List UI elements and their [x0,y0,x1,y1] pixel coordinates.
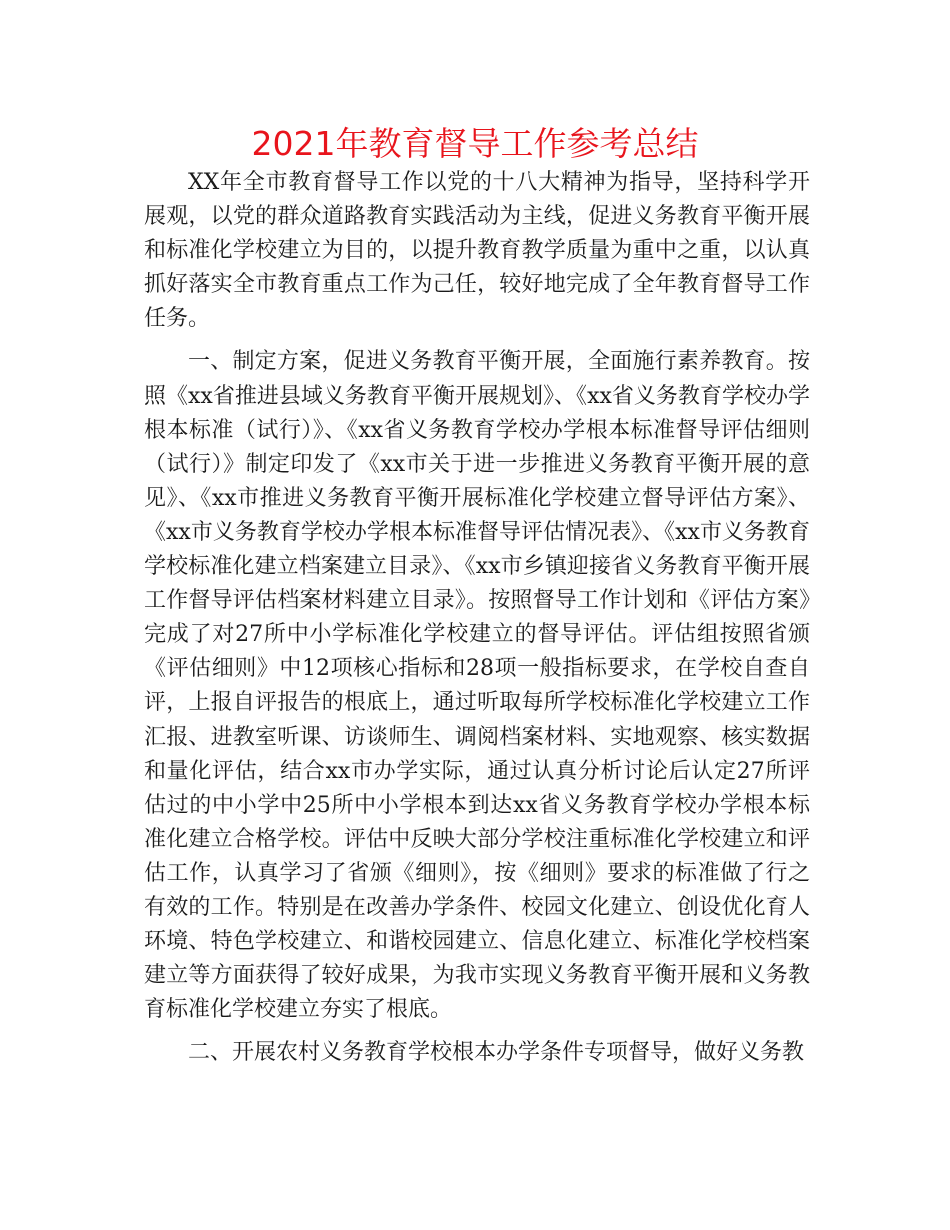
document-body [144,166,810,1079]
document-title: 2021年教育督导工作参考总结 [251,124,699,163]
paragraph-section-two: 二、开展农村义务教育学校根本办学条件专项督导，做好义务教 [188,1040,805,1066]
paragraph-section-one: 一、制定方案，促进义务教育平衡开展，全面施行素养教育。按照《xx省推进县域义务教育平衡开展规划》、《xx省义务教育学校办学根本标准（试行）》、《xx省义务教育学校办学根本标准督导评估细则（试行）》制定印发了《xx市关于进一步推进义务教育平衡开展的意见》、《xx市推进义务教育平衡开展标准化学校建立督导评估方案》、《xx市义务教育学校办学根本标准督导评估情况表》、《xx市义务教育学校标准化建立档案建立目录》、《xx市乡镇迎接省义务教育平衡开展工作督导评估档案材料建立目录》。按照督导工作计划和《评估方案》完成了对27所中小学标准化学校建立的督导评估。评估组按照省颁《评估细则》中12项核心指标和28项一般指标要求，在学校自查自评，上报自评报告的根底上，通过听取每所学校标准化学校建立工作汇报、进教室听课、访谈师生、调阅档案材料、实地观察、核实数据和量化评估，结合xx市办学实际，通过认真分析讨论后认定27所评估过的中小学中25所中小学根本到达xx省义务教育学校办学根本标准化建立合格学校。评估中反映大部分学校注重标准化学校建立和评估工作，认真学习了省颁《细则》，按《细则》要求的标准做了行之有效的工作。特别是在改善办学条件、校园文化建立、创设优化育人环境、特色学校建立、和谐校园建立、信息化建立、标准化学校档案建立等方面获得了较好成果，为我市实现义务教育平衡开展和义务教育标准化学校建立夯实了根底。 [144,349,810,1023]
paragraph-intro: XX年全市教育督导工作以党的十八大精神为指导，坚持科学开展观，以党的群众道路教育实践活动为主线，促进义务教育平衡开展和标准化学校建立为目的，以提升教育教学质量为重中之重，以认真抓好落实全市教育重点工作为己任，较好地完成了全年教育督导工作任务。 [144,170,810,332]
